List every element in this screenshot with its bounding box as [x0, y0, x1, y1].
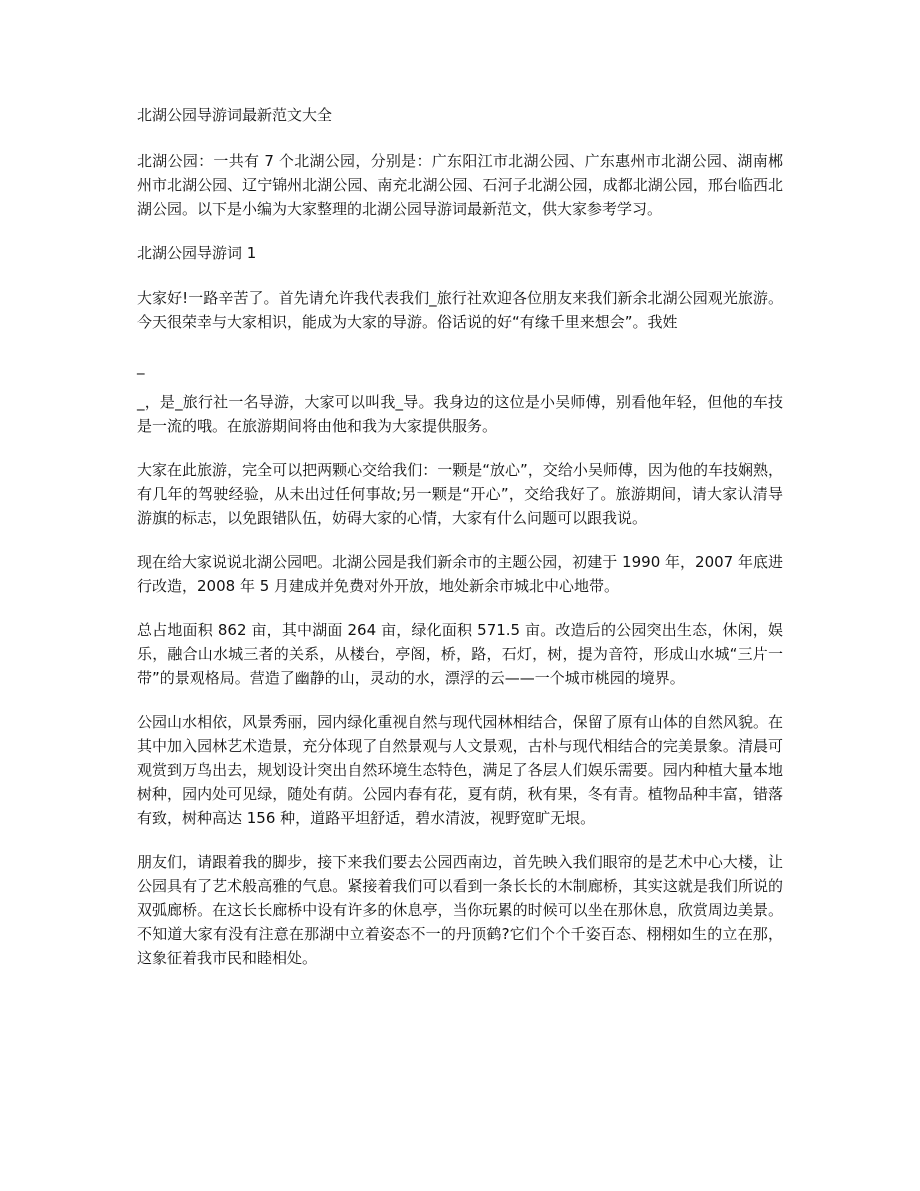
body-paragraph: 公园山水相依，风景秀丽，园内绿化重视自然与现代园林相结合，保留了原有山体的自然风貌。在其中加入园林艺术造景，充分体现了自然景观与人文景观，古朴与现代相结合的完美景象。清晨可观赏到万鸟出去，规划设计突出自然环境生态特色，满足了各层人们娱乐需要。园内种植大量本地树种，园内处可见绿，随处有荫。公园内春有花，夏有荫，秋有果，冬有青。植物品种丰富，错落有致，树种高达 156 种，道路平坦舒适，碧水清波，视野宽旷无垠。 [137, 713, 783, 827]
document-title: 北湖公园导游词最新范文大全 [137, 106, 333, 124]
blank-placeholder: _ [137, 357, 145, 375]
body-paragraph: 大家好!一路辛苦了。首先请允许我代表我们_旅行社欢迎各位朋友来我们新余北湖公园观光旅游。今天很荣幸与大家相识，能成为大家的导游。俗话说的好“有缘千里来想会”。我姓 [137, 289, 783, 331]
document-page [137, 103, 783, 990]
body-paragraph: 总占地面积 862 亩，其中湖面 264 亩，绿化面积 571.5 亩。改造后的公园突出生态，休闲，娱乐，融合山水城三者的关系，从楼台，亭阁，桥，路，石灯，树，提为音符，形成山水城“三片一带”的景观格局。营造了幽静的山，灵动的水，漂浮的云——一个城市桃园的境界。 [137, 621, 783, 687]
body-paragraph: 大家在此旅游，完全可以把两颗心交给我们：一颗是“放心”，交给小吴师傅，因为他的车技娴熟，有几年的驾驶经验，从未出过任何事故;另一颗是“开心”，交给我好了。旅游期间，请大家认清导游旗的标志，以免跟错队伍，妨碍大家的心情，大家有什么问题可以跟我说。 [137, 461, 783, 527]
body-paragraph: 现在给大家说说北湖公园吧。北湖公园是我们新余市的主题公园，初建于 1990 年，2007 年底进行改造，2008 年 5 月建成并免费对外开放，地处新余市城北中心地带。 [137, 553, 783, 595]
section-heading: 北湖公园导游词 1 [137, 244, 257, 262]
intro-paragraph: 北湖公园：一共有 7 个北湖公园，分别是：广东阳江市北湖公园、广东惠州市北湖公园、湖南郴州市北湖公园、辽宁锦州北湖公园、南充北湖公园、石河子北湖公园，成都北湖公园，邢台临西北湖公园。以下是小编为大家整理的北湖公园导游词最新范文，供大家参考学习。 [137, 152, 783, 218]
body-paragraph: _，是_旅行社一名导游，大家可以叫我_导。我身边的这位是小吴师傅，别看他年轻，但他的车技是一流的哦。在旅游期间将由他和我为大家提供服务。 [137, 393, 783, 435]
body-paragraph: 朋友们，请跟着我的脚步，接下来我们要去公园西南边，首先映入我们眼帘的是艺术中心大楼，让公园具有了艺术般高雅的气息。紧接着我们可以看到一条长长的木制廊桥，其实这就是我们所说的双弧廊桥。在这长长廊桥中设有许多的休息亭，当你玩累的时候可以坐在那休息，欣赏周边美景。不知道大家有没有注意在那湖中立着姿态不一的丹顶鹤?它们个个千姿百态、栩栩如生的立在那，这象征着我市民和睦相处。 [137, 853, 783, 967]
